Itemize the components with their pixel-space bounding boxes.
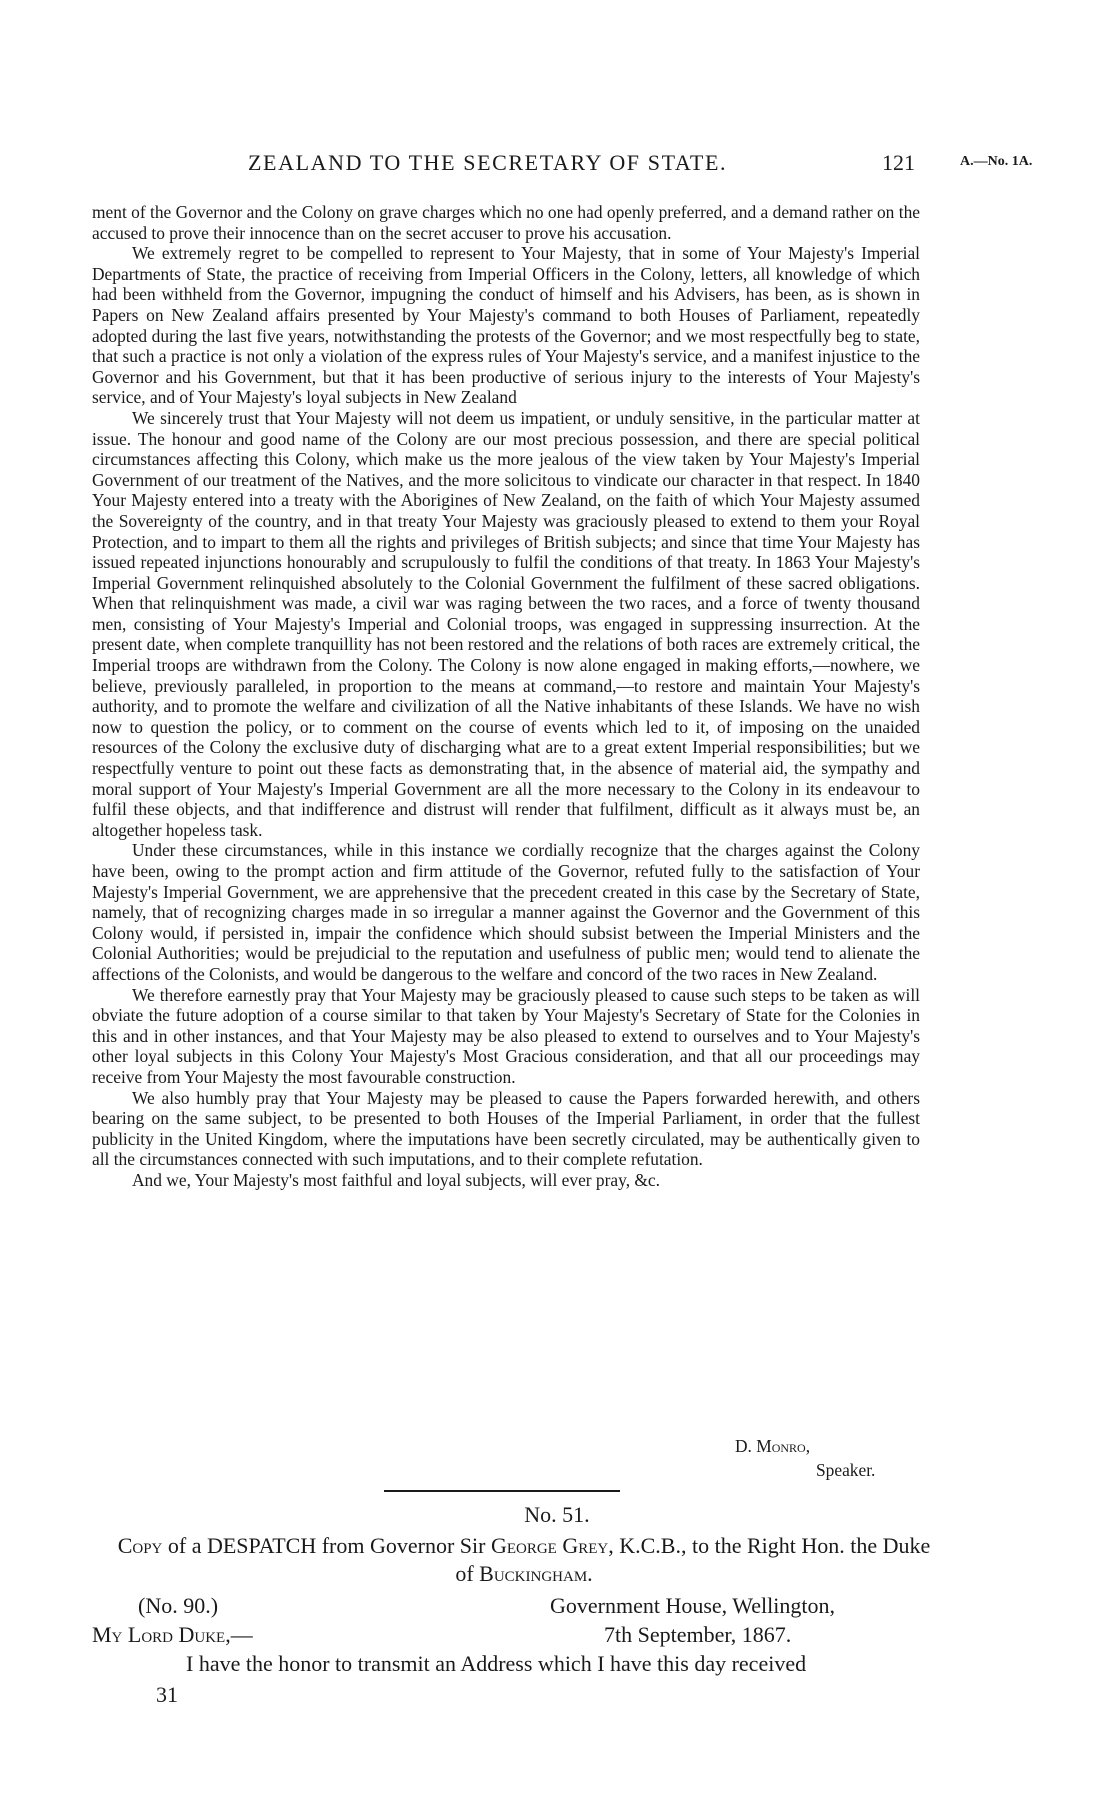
salutation: My Lord Duke,— — [92, 1622, 253, 1647]
paper-reference: A.—No. 1A. — [960, 154, 1033, 169]
paragraph: We extremely regret to be compelled to represent to Your Majesty, that in some of Your Majesty's Imperial Departments of State, the practice of receiving from Imperial Officers in the Colony, letters, all knowledge of which had been withheld from the Governor, impugning the conduct of himself and his Advisers, has been, as is shown in Papers on New Zealand affairs presented by Your Majesty's command to both Houses of Parliament, repeatedly adopted during the last five years, notwithstanding the protests of the Governor; and we most respectfully beg to state, that such a practice is not only a violation of the express rules of Your Majesty's service, and a manifest injustice to the Governor and his Government, but that it has been productive of serious injury to the interests of Your Majesty's service, and of Your Majesty's loyal subjects in New Zealand — [92, 243, 920, 408]
section-divider — [384, 1490, 620, 1492]
despatch-reference: (No. 90.) — [138, 1593, 219, 1618]
paragraph-continued: ment of the Governor and the Colony on grave charges which no one had openly preferred, and a demand rather on the accused to prove their innocence than on the secret accuser to prove his accusation. — [92, 202, 920, 243]
signatory-name: D. Monro, — [735, 1436, 811, 1456]
title-part: of a DESPATCH from Governor Sir — [162, 1533, 491, 1558]
paragraph: We also humbly pray that Your Majesty may be pleased to cause the Papers forwarded herewith, and others bearing on the same subject, to be presented to both Houses of the Imperial Parliament, in order that the fullest publicity in the United Kingdom, where the imputations have been secretly circulated, may be authentically given to all the circumstances connected with such imputations, and to their complete refutation. — [92, 1087, 920, 1170]
despatch-place: Government House, Wellington, — [550, 1593, 836, 1618]
despatch-title — [110, 1532, 938, 1588]
paragraph: Under these circumstances, while in this instance we cordially recognize that the charges against the Colony have been, owing to the prompt action and firm attitude of the Governor, refuted fully to the satisfaction of Your Majesty's Imperial Government, we are apprehensive that the precedent created in this case by the Secretary of State, namely, that of recognizing charges made in so irregular a manner against the Governor and the Government of this Colony would, if persisted in, impair the confidence which should subsist between the Imperial Ministers and the Colonial Authorities; would be prejudicial to the reputation and usefulness of public men; would tend to alienate the affections of the Colonists, and would be dangerous to the welfare and concord of the two races in New Zealand. — [92, 840, 920, 984]
paragraph: And we, Your Majesty's most faithful and loyal subjects, will ever pray, &c. — [132, 1169, 660, 1190]
title-part: , K.C.B., to the Right Hon. the Duke of — [455, 1533, 931, 1586]
governor-name: George Grey — [490, 1533, 609, 1558]
copy-word: Copy — [117, 1533, 163, 1558]
despatch-date: 7th September, 1867. — [604, 1622, 792, 1647]
paragraph: We therefore earnestly pray that Your Majesty may be graciously pleased to cause such steps to be taken as will obviate the future adoption of a course similar to that taken by Your Majesty's Secretary of State for the Colonies in this and in other instances, and that Your Majesty may be also pleased to extend to ourselves and to Your Majesty's other loyal subjects in this Colony Your Majesty's Most Gracious consideration, and that all our proceedings may receive from Your Majesty the most favourable construction. — [92, 984, 920, 1087]
paragraph: We sincerely trust that Your Majesty will not deem us impatient, or unduly sensitive, in the particular matter at issue. The honour and good name of the Colony are our most precious possession, and there are special political circumstances affecting this Colony, which make us the more jealous of the view taken by Your Majesty's Imperial Government of our treatment of the Natives, and the more solicitous to vindicate our character in that respect. In 1840 Your Majesty entered into a treaty with the Aborigines of New Zealand, on the faith of which Your Majesty assumed the Sovereignty of the country, and in that treaty Your Majesty was graciously pleased to extend to them your Royal Protection, and to impart to them all the rights and privileges of British subjects; and since that time Your Majesty has issued repeated injunctions honourably and scrupulously to fulfil the conditions of that treaty. In 1863 Your Majesty's Imperial Government relinquished absolutely to the Colonial Government the fulfilment of these sacred obligations. When that relinquishment was made, a civil war was raging between the two races, and a force of twenty thousand men, consisting of Your Majesty's Imperial and Colonial troops, was engaged in suppressing insurrection. At the present date, when complete tranquillity has not been restored and the relations of both races are extremely critical, the Imperial troops are withdrawn from the Colony. The Colony is now alone engaged in making efforts,—nowhere, we believe, previously paralleled, in proportion to the means at command,—to restore and maintain Your Majesty's authority, and to promote the welfare and civilization of all the Native inhabitants of these Islands. We have no wish now to question the policy, or to comment on the course of events which led to it, of imposing on the unaided resources of the Colony the exclusive duty of discharging what are to a great extent Imperial responsibilities; but we respectfully venture to point out these facts as demonstrating that, in the absence of material aid, the sympathy and moral support of Your Majesty's Imperial Government are all the more necessary to the Colony in its endeavour to fulfil these objects, and that indifference and distrust will render that fulfilment, difficult as it always must be, an altogether hopeless task. — [92, 407, 920, 840]
running-title: ZEALAND TO THE SECRETARY OF STATE. — [248, 150, 728, 175]
signatory-role: Speaker. — [816, 1460, 876, 1480]
running-header — [0, 150, 1114, 180]
address-body — [92, 202, 920, 1191]
despatch-opening-line: I have the honor to transmit an Address which I have this day received — [186, 1651, 807, 1676]
printer-signature-mark: 31 — [156, 1682, 178, 1707]
despatch-number: No. 51. — [524, 1502, 590, 1527]
recipient-name: Buckingham — [479, 1561, 588, 1586]
page-number: 121 — [882, 150, 915, 175]
title-part: . — [587, 1561, 593, 1586]
